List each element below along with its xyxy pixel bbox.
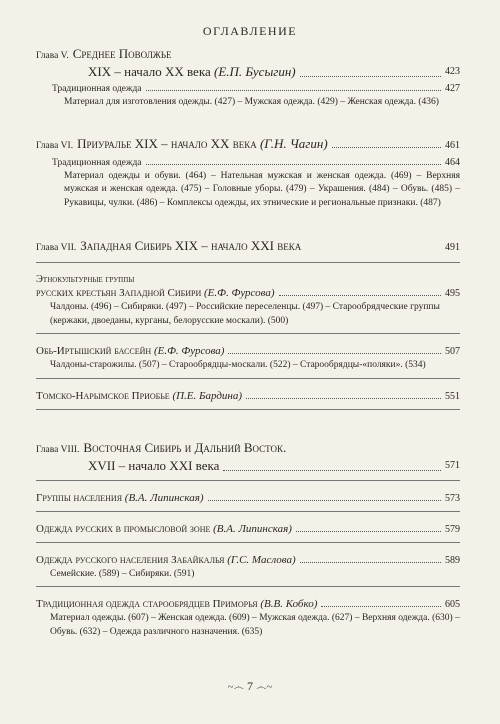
section	[36, 597, 460, 639]
section	[36, 522, 460, 543]
toc	[36, 46, 460, 661]
ornament-left-icon: ~෴	[227, 681, 244, 693]
chapter-viii	[36, 440, 460, 640]
chapter-page[interactable]: 571	[445, 459, 460, 471]
section-page[interactable]: 573	[445, 492, 460, 504]
chapter-page[interactable]: 491	[445, 242, 460, 253]
section-page[interactable]: 589	[445, 554, 460, 566]
section-page[interactable]: 579	[445, 523, 460, 535]
chapter-title: Восточная Сибирь и Дальний Восток.	[83, 439, 287, 455]
section	[36, 389, 460, 410]
subsection-page[interactable]: 464	[445, 156, 460, 168]
section-detail: Чалдоны. (496) – Сибиряки. (497) – Российские переселенцы. (497) – Старообрядческие группы (кержаки, двоеданы, курганы, белорусские москали). (500)	[50, 302, 440, 326]
chapter-title: Западная Сибирь XIX – начало XXI века	[80, 238, 302, 253]
section-page[interactable]: 507	[445, 346, 460, 357]
chapter-author: (Е.П. Бусыгин)	[213, 64, 296, 79]
page-number-text: 7	[247, 679, 253, 693]
subsection-detail: Материал одежды и обуви. (464) – Нательная мужская и женская одежда. (469) – Верхняя мужская и женская одежда. (475) – Головные уборы. (479) – Украшения. (484) – Обувь. (485) – Рукавицы, чулки. (486) – Комплексы одежды, их этнические и региональные признаки. (487)	[64, 170, 460, 208]
chapter-label: Глава VIII.	[36, 444, 80, 455]
page-title: ОГЛАВЛЕНИЕ	[202, 24, 298, 38]
section-detail: Семейские. (589) – Сибиряки. (591)	[50, 568, 195, 579]
chapter-label: Глава V.	[36, 51, 69, 61]
chapter-title: Приуралье XIX – начало XX века	[77, 135, 257, 151]
section-author: (Е.Ф. Фурсова)	[204, 287, 275, 299]
section-title: Группы населения	[36, 491, 123, 504]
section-author: (Е.Ф. Фурсова)	[153, 345, 225, 357]
section-title: Томско-Нарымское Приобье	[36, 389, 170, 402]
section-author: (П.Е. Бардина)	[172, 389, 243, 402]
section-page[interactable]: 551	[445, 390, 460, 402]
chapter-vi	[36, 136, 460, 211]
chapter-title-line2: XIX – начало XX века	[88, 64, 211, 79]
section-author: (Г.С. Маслова)	[227, 553, 296, 566]
subsection-title: Традиционная одежда	[52, 157, 142, 168]
section	[36, 553, 460, 588]
chapter-label: Глава VI.	[36, 140, 74, 151]
chapter-author: (Г.Н. Чагин)	[259, 135, 328, 151]
section-title-line1: Этнокультурные группы	[36, 274, 135, 285]
section	[36, 273, 460, 334]
chapter-v	[36, 46, 460, 110]
subsection-page[interactable]: 427	[445, 83, 460, 94]
ornament-right-icon: ෴~	[256, 681, 273, 693]
chapter-page[interactable]: 423	[445, 66, 460, 77]
section-author: (В.В. Кобко)	[260, 598, 318, 610]
section-title: Обь-Иртышский бассейн	[36, 345, 152, 357]
section-author: (В.А. Липинская)	[124, 491, 204, 504]
section-title: Традиционная одежда старообрядцев Приморья	[36, 598, 258, 610]
subsection-detail: Материал для изготовления одежды. (427) – Мужская одежда. (429) – Женская одежда. (436)	[64, 97, 439, 107]
section-detail: Чалдоны-старожилы. (507) – Старообрядцы-москали. (522) – Старообрядцы-«поляки». (534)	[50, 360, 426, 370]
section-title: Одежда русского населения Забайкалья	[36, 553, 225, 566]
page-number	[0, 679, 500, 694]
chapter-vii	[36, 238, 460, 410]
section-page[interactable]: 605	[445, 599, 460, 610]
section-author: (В.А. Липинская)	[213, 522, 292, 535]
chapter-page[interactable]: 461	[445, 139, 460, 151]
section-page[interactable]: 495	[445, 288, 460, 299]
section	[36, 344, 460, 379]
chapter-title-line2: XVII – начало XXI века	[88, 457, 220, 473]
section	[36, 491, 460, 512]
chapter-title: Среднее Поволжье	[72, 46, 172, 61]
section-title: Одежда русских в промысловой зоне	[36, 522, 211, 535]
section-detail: Материал одежды. (607) – Женская одежда. (609) – Мужская одежда. (627) – Верхняя одежда. (630) – Обувь. (632) – Одежда различного назначения. (635)	[50, 613, 460, 637]
section-title: русских крестьян Западной Сибири	[36, 287, 202, 299]
subsection-title: Традиционная одежда	[52, 84, 142, 94]
chapter-label: Глава VII.	[36, 243, 77, 253]
